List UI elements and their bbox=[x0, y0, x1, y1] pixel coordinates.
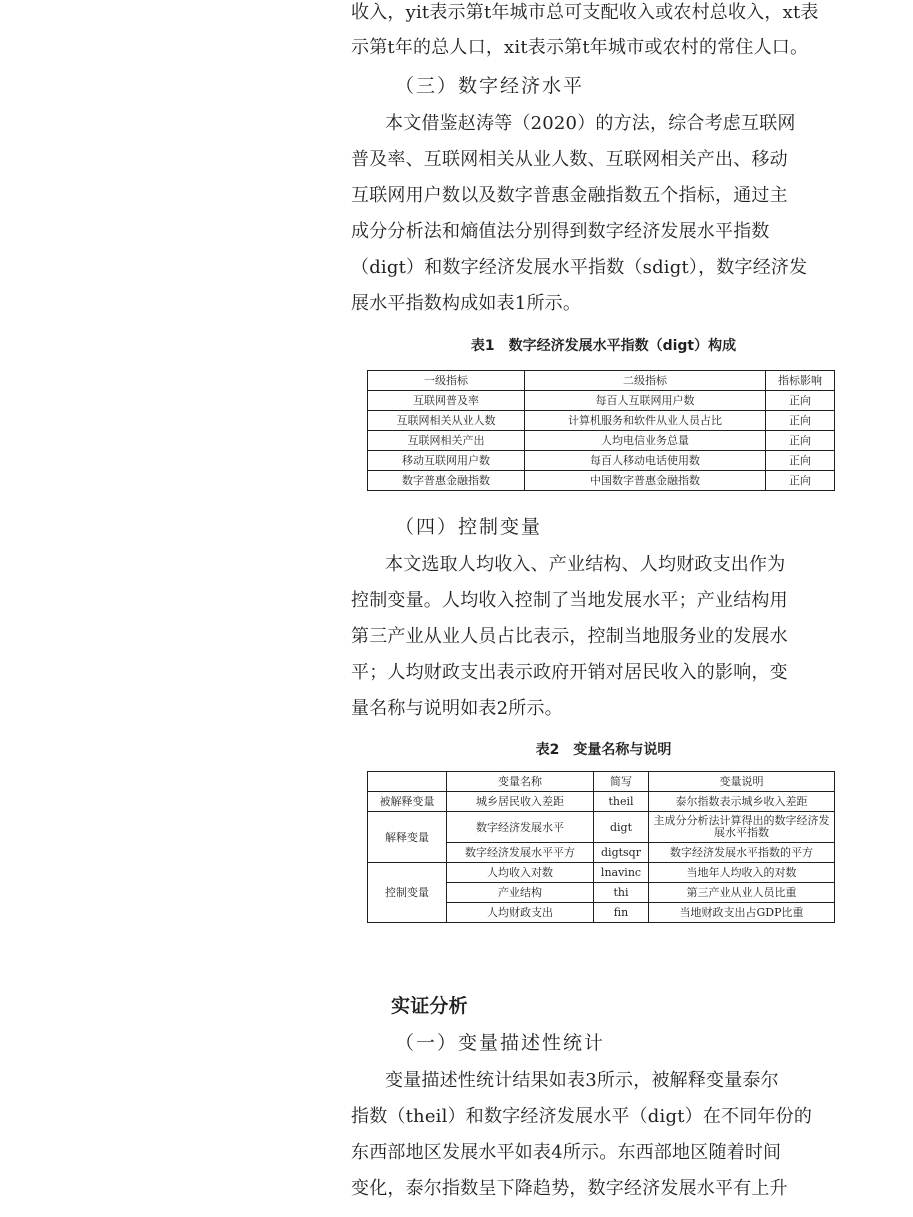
table-header-cell: 变量说明 bbox=[649, 772, 835, 792]
body-line: 控制变量。人均收入控制了当地发展水平；产业结构用 bbox=[351, 590, 788, 611]
table-cell: 第三产业从业人员比重 bbox=[649, 883, 835, 903]
body-line: 互联网用户数以及数字普惠金融指数五个指标，通过主 bbox=[351, 185, 788, 206]
body-line: 成分分析法和熵值法分别得到数字经济发展水平指数 bbox=[351, 221, 770, 242]
table-cell: 城乡居民收入差距 bbox=[447, 792, 594, 812]
group-cell: 控制变量 bbox=[368, 863, 447, 923]
table-row bbox=[368, 863, 835, 883]
table-row bbox=[368, 411, 835, 431]
table-header-row bbox=[368, 371, 835, 391]
table-header-cell: 二级指标 bbox=[525, 371, 766, 391]
table-cell: digt bbox=[594, 812, 649, 843]
table-row bbox=[368, 471, 835, 491]
group-cell: 被解释变量 bbox=[368, 792, 447, 812]
table-digital-economy-index bbox=[367, 370, 835, 491]
table-cell: 主成分分析法计算得出的数字经济发展水平指数 bbox=[649, 812, 835, 843]
body-line: 量名称与说明如表2所示。 bbox=[351, 698, 563, 719]
body-line: 收入，yit表示第t年城市总可支配收入或农村总收入，xt表 bbox=[351, 2, 819, 23]
table-row bbox=[368, 431, 835, 451]
table-cell: fin bbox=[594, 903, 649, 923]
table-cell: 计算机服务和软件从业人员占比 bbox=[525, 411, 766, 431]
table-cell: 正向 bbox=[766, 431, 835, 451]
table-header-cell: 简写 bbox=[594, 772, 649, 792]
body-line: 东西部地区发展水平如表4所示。东西部地区随着时间 bbox=[351, 1142, 782, 1163]
section-heading: （一）变量描述性统计 bbox=[395, 1032, 606, 1054]
body-line: 普及率、互联网相关从业人数、互联网相关产出、移动 bbox=[351, 149, 788, 170]
table-cell: 数字普惠金融指数 bbox=[368, 471, 525, 491]
table-caption bbox=[351, 335, 856, 355]
table-cell: theil bbox=[594, 792, 649, 812]
chapter-heading: 实证分析 bbox=[391, 995, 468, 1017]
table-cell: 数字经济发展水平 bbox=[447, 812, 594, 843]
table-number: 表1 bbox=[470, 338, 495, 354]
table-row bbox=[368, 391, 835, 411]
table-row bbox=[368, 812, 835, 843]
table-header-cell: 指标影响 bbox=[766, 371, 835, 391]
table-cell: 当地财政支出占GDP比重 bbox=[649, 903, 835, 923]
table-cell: 正向 bbox=[766, 411, 835, 431]
body-line: 本文选取人均收入、产业结构、人均财政支出作为 bbox=[385, 554, 786, 575]
body-line: 变化，泰尔指数呈下降趋势，数字经济发展水平有上升 bbox=[351, 1178, 788, 1199]
table-cell: digtsqr bbox=[594, 843, 649, 863]
table-row bbox=[368, 451, 835, 471]
table-row bbox=[368, 792, 835, 812]
table-cell: 互联网普及率 bbox=[368, 391, 525, 411]
table-cell: 数字经济发展水平指数的平方 bbox=[649, 843, 835, 863]
table-cell: 移动互联网用户数 bbox=[368, 451, 525, 471]
table-cell: 互联网相关从业人数 bbox=[368, 411, 525, 431]
body-line: 变量描述性统计结果如表3所示，被解释变量泰尔 bbox=[385, 1070, 779, 1091]
table-cell: 中国数字普惠金融指数 bbox=[525, 471, 766, 491]
group-cell: 解释变量 bbox=[368, 812, 447, 863]
table-cell: 泰尔指数表示城乡收入差距 bbox=[649, 792, 835, 812]
table-cell: 数字经济发展水平平方 bbox=[447, 843, 594, 863]
table-title: 数字经济发展水平指数（digt）构成 bbox=[508, 338, 737, 354]
table-cell: 每百人互联网用户数 bbox=[525, 391, 766, 411]
table-cell: 人均电信业务总量 bbox=[525, 431, 766, 451]
table-variable-definitions bbox=[367, 771, 835, 923]
table-cell: 正向 bbox=[766, 391, 835, 411]
body-line: 第三产业从业人员占比表示，控制当地服务业的发展水 bbox=[351, 626, 788, 647]
table-cell: 正向 bbox=[766, 451, 835, 471]
table-cell: thi bbox=[594, 883, 649, 903]
table-cell: 产业结构 bbox=[447, 883, 594, 903]
body-line: 展水平指数构成如表1所示。 bbox=[351, 293, 582, 314]
body-line: 示第t年的总人口，xit表示第t年城市或农村的常住人口。 bbox=[351, 37, 809, 58]
body-line: （digt）和数字经济发展水平指数（sdigt），数字经济发 bbox=[351, 257, 808, 278]
section-heading: （三）数字经济水平 bbox=[395, 75, 585, 97]
body-line: 平；人均财政支出表示政府开销对居民收入的影响，变 bbox=[351, 662, 788, 683]
table-cell: 互联网相关产出 bbox=[368, 431, 525, 451]
table-cell: 正向 bbox=[766, 471, 835, 491]
table-cell: 人均收入对数 bbox=[447, 863, 594, 883]
table-title: 变量名称与说明 bbox=[573, 742, 672, 758]
body-line: 指数（theil）和数字经济发展水平（digt）在不同年份的 bbox=[351, 1106, 813, 1127]
table-header-cell: 变量名称 bbox=[447, 772, 594, 792]
table-number: 表2 bbox=[535, 742, 560, 758]
table-header-row bbox=[368, 772, 835, 792]
table-cell: lnavinc bbox=[594, 863, 649, 883]
table-cell: 每百人移动电话使用数 bbox=[525, 451, 766, 471]
section-heading: （四）控制变量 bbox=[395, 516, 543, 538]
table-header-cell bbox=[368, 772, 447, 792]
table-cell: 人均财政支出 bbox=[447, 903, 594, 923]
table-caption bbox=[351, 739, 856, 759]
body-line: 本文借鉴赵涛等（2020）的方法，综合考虑互联网 bbox=[385, 113, 796, 134]
table-header-cell: 一级指标 bbox=[368, 371, 525, 391]
table-cell: 当地年人均收入的对数 bbox=[649, 863, 835, 883]
